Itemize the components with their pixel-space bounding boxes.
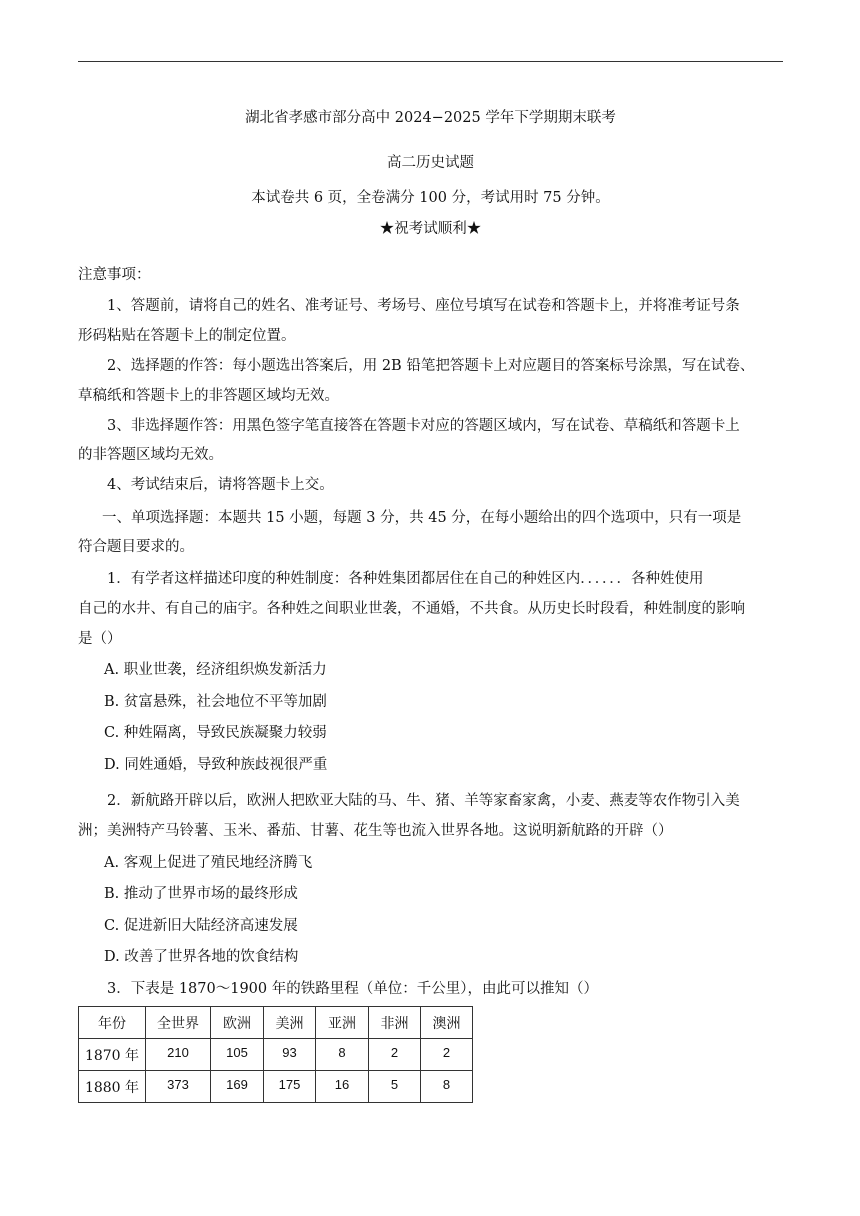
table-cell: 210 [146,1039,211,1071]
table-cell: 16 [316,1071,369,1103]
header-cell: 欧洲 [211,1007,264,1039]
railway-mileage-table [78,1006,473,1103]
table-header-row [79,1007,473,1039]
header-cell: 澳洲 [421,1007,473,1039]
table-cell: 2 [369,1039,421,1071]
q1-option-c: C. 种姓隔离，导致民族凝聚力较弱 [104,725,327,741]
table-row [79,1039,473,1071]
table-cell: 169 [211,1071,264,1103]
table-cell: 8 [316,1039,369,1071]
table-cell: 5 [369,1071,421,1103]
section-1-intro-cont: 符合题目要求的。 [78,539,194,555]
notice-item-2-cont: 草稿纸和答题卡上的非答题区域均无效。 [78,388,339,404]
subject-title: 高二历史试题 [387,155,474,171]
q3-stem: 3．下表是 1870～1900 年的铁路里程（单位：千公里），由此可以推知（） [107,981,598,997]
table-cell: 8 [421,1071,473,1103]
table-cell: 175 [264,1071,316,1103]
notice-item-1: 1、答题前，请将自己的姓名、准考证号、考场号、座位号填写在试卷和答题卡上，并将准考证号条 [107,298,740,314]
table-cell: 93 [264,1039,316,1071]
q1-option-d: D. 同姓通婚，导致种族歧视很严重 [104,757,328,773]
notice-item-2: 2、选择题的作答：每小题选出答案后，用 2B 铅笔把答题卡上对应题目的答案标号涂黑，写在试卷、 [107,358,755,374]
section-1-intro: 一、单项选择题：本题共 15 小题，每题 3 分，共 45 分，在每小题给出的四个选项中，只有一项是 [102,510,742,526]
q1-stem-cont: 自己的水井、有自己的庙宇。各种姓之间职业世袭，不通婚，不共食。从历史长时段看，种姓制度的影响 [78,601,745,617]
header-rule [78,61,783,62]
q1-option-b: B. 贫富悬殊，社会地位不平等加剧 [104,694,327,710]
q2-option-c: C. 促进新旧大陆经济高速发展 [104,918,298,934]
q2-stem: 2．新航路开辟以后，欧洲人把欧亚大陆的马、牛、猪、羊等家畜家禽，小麦、燕麦等农作物引入美 [107,793,740,809]
table-row [79,1071,473,1103]
header-cell: 年份 [79,1007,146,1039]
good-luck-line: ★祝考试顺利★ [379,221,482,237]
table-cell: 1880 年 [79,1071,146,1103]
q2-option-a: A. 客观上促进了殖民地经济腾飞 [104,855,313,871]
notice-item-4: 4、考试结束后，请将答题卡上交。 [107,477,334,493]
header-cell: 亚洲 [316,1007,369,1039]
exam-title: 湖北省孝感市部分高中 2024−2025 学年下学期期末联考 [245,110,616,126]
table-cell: 1870 年 [79,1039,146,1071]
header-cell: 全世界 [146,1007,211,1039]
notice-item-3-cont: 的非答题区域均无效。 [78,447,223,463]
notice-heading: 注意事项： [78,267,151,283]
notice-item-3: 3、非选择题作答：用黑色签字笔直接答在答题卡对应的答题区域内，写在试卷、草稿纸和答题卡上 [107,418,740,434]
table-cell: 105 [211,1039,264,1071]
q1-stem: 1．有学者这样描述印度的种姓制度：各种姓集团都居住在自己的种姓区内．．．．．．各种姓使用 [107,571,704,587]
q2-stem-cont: 洲；美洲特产马铃薯、玉米、番茄、甘薯、花生等也流入世界各地。这说明新航路的开辟（） [78,823,673,839]
exam-info: 本试卷共 6 页，全卷满分 100 分，考试用时 75 分钟。 [251,190,610,206]
q1-option-a: A. 职业世袭，经济组织焕发新活力 [104,662,327,678]
table-cell: 373 [146,1071,211,1103]
notice-item-1-cont: 形码粘贴在答题卡上的制定位置。 [78,328,296,344]
q1-stem-end: 是（） [78,631,122,647]
q2-option-b: B. 推动了世界市场的最终形成 [104,886,298,902]
q2-option-d: D. 改善了世界各地的饮食结构 [104,949,299,965]
header-cell: 非洲 [369,1007,421,1039]
table-cell: 2 [421,1039,473,1071]
header-cell: 美洲 [264,1007,316,1039]
